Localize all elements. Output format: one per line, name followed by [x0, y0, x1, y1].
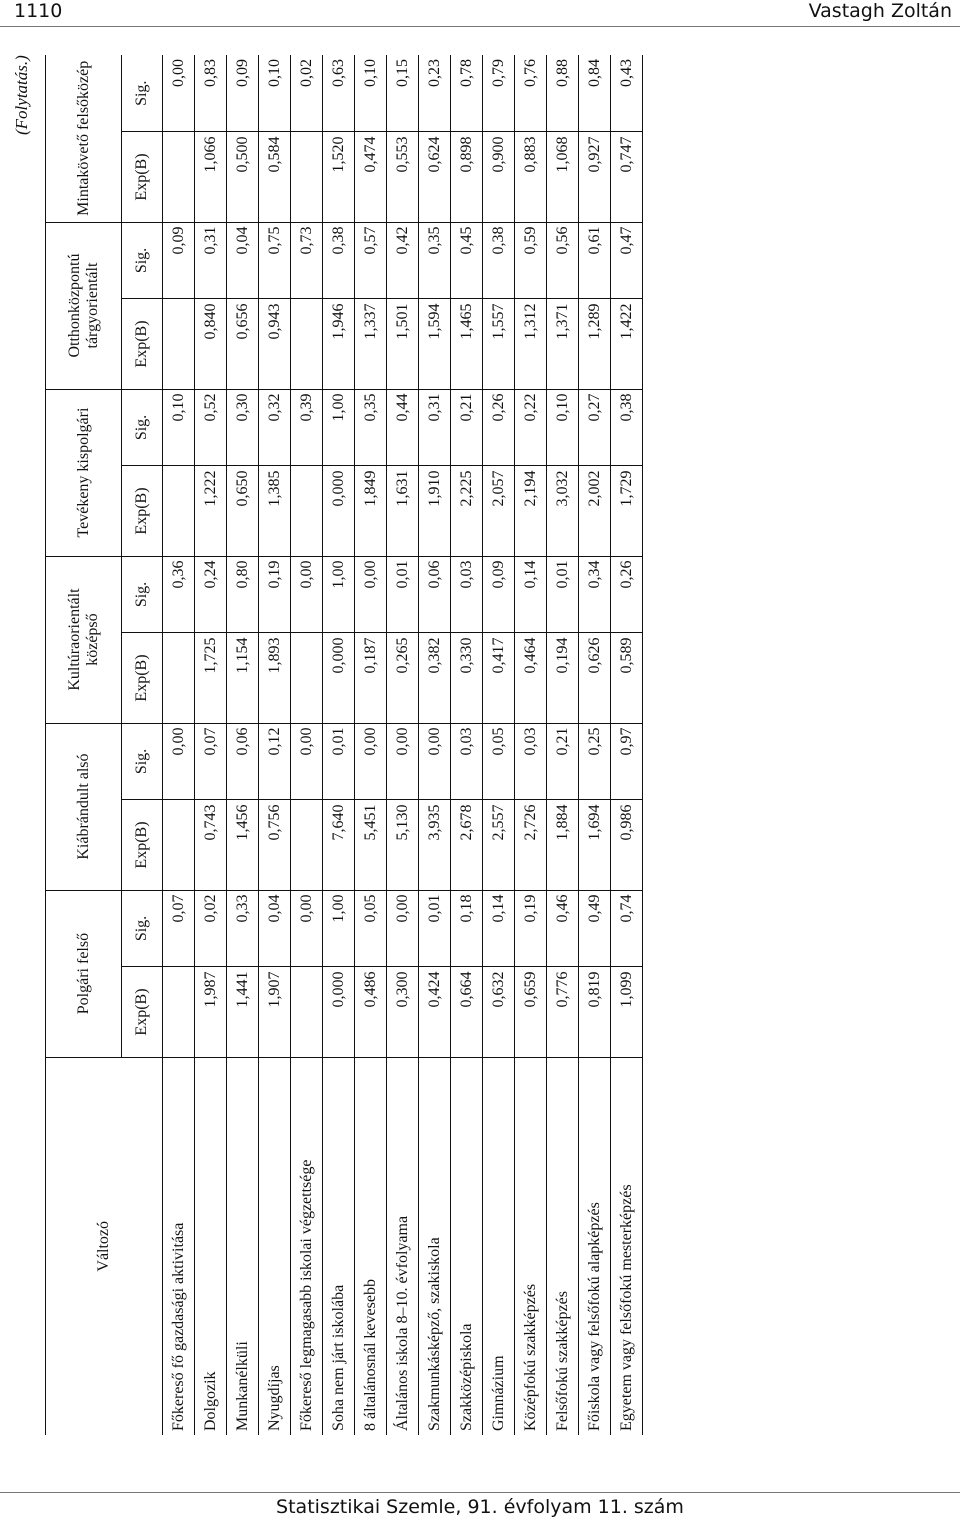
sig-cell: 0,83	[195, 55, 227, 132]
exp-b-cell: 1,907	[259, 967, 291, 1057]
exp-b-cell: 1,501	[387, 299, 419, 389]
sig-cell: 0,34	[579, 556, 611, 633]
exp-b-cell: 1,594	[419, 299, 451, 389]
sig-cell: 0,31	[195, 222, 227, 299]
exp-b-cell: 1,946	[323, 299, 355, 389]
table-row	[227, 55, 259, 1435]
exp-b-cell: 1,631	[387, 466, 419, 556]
exp-b-cell: 1,910	[419, 466, 451, 556]
exp-b-cell	[291, 299, 323, 389]
exp-b-cell: 1,289	[579, 299, 611, 389]
sig-cell: 0,78	[451, 55, 483, 132]
exp-b-cell: 0,474	[355, 132, 387, 222]
sig-cell: 0,36	[163, 556, 195, 633]
row-label: Főkereső fő gazdasági aktivitása	[163, 1057, 195, 1435]
exp-b-cell: 0,624	[419, 132, 451, 222]
row-label: Főiskola vagy felsőfokú alapképzés	[579, 1057, 611, 1435]
sig-cell: 0,32	[259, 389, 291, 466]
table-row	[451, 55, 483, 1435]
continued-note: (Folytatás.)	[12, 55, 31, 135]
sig-cell: 0,09	[227, 55, 259, 132]
sig-header: Sig.	[122, 55, 163, 132]
row-label: Munkanélküli	[227, 1057, 259, 1435]
sig-cell: 0,02	[291, 55, 323, 132]
sig-cell: 0,00	[387, 890, 419, 967]
group-header: Kiábrándult alsó	[46, 723, 122, 890]
sig-cell: 0,23	[419, 55, 451, 132]
table-row	[547, 55, 579, 1435]
exp-b-cell: 0,553	[387, 132, 419, 222]
table-row	[355, 55, 387, 1435]
exp-b-cell	[163, 466, 195, 556]
variable-header: Változó	[46, 1057, 163, 1435]
exp-b-cell: 5,451	[355, 800, 387, 890]
sig-cell: 0,19	[259, 556, 291, 633]
exp-b-cell: 0,417	[483, 633, 515, 723]
sig-cell: 0,00	[291, 556, 323, 633]
exp-b-cell: 1,066	[195, 132, 227, 222]
sig-cell: 0,24	[195, 556, 227, 633]
table-row	[483, 55, 515, 1435]
table-row	[323, 55, 355, 1435]
exp-b-cell: 1,312	[515, 299, 547, 389]
sig-cell: 0,14	[515, 556, 547, 633]
sig-cell: 0,26	[483, 389, 515, 466]
page-number: 1110	[14, 0, 63, 22]
journal-footer: Statisztikai Szemle, 91. évfolyam 11. szám	[276, 1496, 684, 1518]
sig-cell: 0,09	[163, 222, 195, 299]
sig-cell: 0,03	[515, 723, 547, 800]
sig-cell: 0,00	[387, 723, 419, 800]
sig-cell: 0,06	[227, 723, 259, 800]
exp-b-cell: 0,986	[611, 800, 643, 890]
exp-b-header: Exp(B)	[122, 633, 163, 723]
table-row	[611, 55, 643, 1435]
exp-b-cell: 1,987	[195, 967, 227, 1057]
exp-b-cell: 0,819	[579, 967, 611, 1057]
sig-cell: 0,10	[547, 389, 579, 466]
sig-cell: 0,21	[451, 389, 483, 466]
exp-b-cell	[291, 466, 323, 556]
group-header: Otthonközpontú tárgyorientált	[46, 222, 122, 389]
exp-b-cell: 0,187	[355, 633, 387, 723]
sig-cell: 0,03	[451, 723, 483, 800]
exp-b-cell: 1,520	[323, 132, 355, 222]
exp-b-cell: 0,265	[387, 633, 419, 723]
exp-b-cell: 1,337	[355, 299, 387, 389]
sig-cell: 0,35	[355, 389, 387, 466]
exp-b-cell: 0,300	[387, 967, 419, 1057]
exp-b-cell: 0,000	[323, 967, 355, 1057]
sig-cell: 0,88	[547, 55, 579, 132]
sig-cell: 0,79	[483, 55, 515, 132]
sig-cell: 0,97	[611, 723, 643, 800]
sig-cell: 0,27	[579, 389, 611, 466]
sig-cell: 0,42	[387, 222, 419, 299]
row-label: 8 általánosnál kevesebb	[355, 1057, 387, 1435]
sig-cell: 0,21	[547, 723, 579, 800]
exp-b-header: Exp(B)	[122, 800, 163, 890]
exp-b-cell: 0,664	[451, 967, 483, 1057]
table-row	[579, 55, 611, 1435]
table-row	[419, 55, 451, 1435]
sig-cell: 1,00	[323, 556, 355, 633]
sig-cell: 0,00	[163, 55, 195, 132]
exp-b-cell: 3,935	[419, 800, 451, 890]
sig-cell: 0,73	[291, 222, 323, 299]
exp-b-cell: 0,883	[515, 132, 547, 222]
sig-cell: 0,09	[483, 556, 515, 633]
sig-cell: 0,31	[419, 389, 451, 466]
exp-b-cell: 0,776	[547, 967, 579, 1057]
row-label: Általános iskola 8–10. évfolyama	[387, 1057, 419, 1435]
sig-cell: 1,00	[323, 890, 355, 967]
sig-cell: 0,14	[483, 890, 515, 967]
sig-cell: 0,52	[195, 389, 227, 466]
sig-cell: 0,38	[611, 389, 643, 466]
exp-b-cell: 0,589	[611, 633, 643, 723]
exp-b-cell: 2,002	[579, 466, 611, 556]
row-label: Soha nem járt iskolába	[323, 1057, 355, 1435]
sig-cell: 0,01	[387, 556, 419, 633]
row-label: Szakközépiskola	[451, 1057, 483, 1435]
exp-b-cell: 0,898	[451, 132, 483, 222]
sig-cell: 0,59	[515, 222, 547, 299]
exp-b-cell	[291, 633, 323, 723]
sig-cell: 0,22	[515, 389, 547, 466]
sig-cell: 0,33	[227, 890, 259, 967]
exp-b-cell: 0,486	[355, 967, 387, 1057]
exp-b-cell: 0,424	[419, 967, 451, 1057]
sig-cell: 0,05	[355, 890, 387, 967]
table-body	[163, 55, 643, 1435]
exp-b-header: Exp(B)	[122, 967, 163, 1057]
sig-cell: 0,03	[451, 556, 483, 633]
sig-cell: 0,56	[547, 222, 579, 299]
sig-cell: 0,00	[163, 723, 195, 800]
group-header: Polgári felső	[46, 890, 122, 1057]
sig-cell: 0,38	[483, 222, 515, 299]
row-label: Gimnázium	[483, 1057, 515, 1435]
sig-header: Sig.	[122, 723, 163, 800]
exp-b-cell: 2,225	[451, 466, 483, 556]
sig-cell: 0,02	[195, 890, 227, 967]
sig-cell: 0,05	[483, 723, 515, 800]
exp-b-cell: 1,694	[579, 800, 611, 890]
exp-b-cell	[291, 132, 323, 222]
row-label: Felsőfokú szakképzés	[547, 1057, 579, 1435]
sig-cell: 0,00	[291, 890, 323, 967]
table-row	[291, 55, 323, 1435]
exp-b-cell: 1,893	[259, 633, 291, 723]
exp-b-header: Exp(B)	[122, 299, 163, 389]
exp-b-cell: 3,032	[547, 466, 579, 556]
exp-b-cell: 1,371	[547, 299, 579, 389]
table-row	[259, 55, 291, 1435]
group-header: Kultúraorientált középső	[46, 556, 122, 723]
group-header: Tevékeny kispolgári	[46, 389, 122, 556]
exp-b-cell: 1,422	[611, 299, 643, 389]
sig-cell: 0,01	[323, 723, 355, 800]
exp-b-cell: 5,130	[387, 800, 419, 890]
sig-cell: 0,10	[355, 55, 387, 132]
sig-cell: 0,00	[291, 723, 323, 800]
exp-b-cell: 1,729	[611, 466, 643, 556]
exp-b-cell: 0,626	[579, 633, 611, 723]
sig-cell: 0,19	[515, 890, 547, 967]
exp-b-cell: 1,222	[195, 466, 227, 556]
exp-b-cell	[291, 967, 323, 1057]
exp-b-cell: 0,927	[579, 132, 611, 222]
sig-header: Sig.	[122, 556, 163, 633]
sig-cell: 0,12	[259, 723, 291, 800]
exp-b-cell: 0,900	[483, 132, 515, 222]
exp-b-cell: 1,884	[547, 800, 579, 890]
exp-b-cell: 0,330	[451, 633, 483, 723]
exp-b-cell: 2,194	[515, 466, 547, 556]
group-header: Mintakövető felsőközép	[46, 55, 122, 222]
sig-cell: 1,00	[323, 389, 355, 466]
exp-b-cell	[163, 132, 195, 222]
exp-b-cell: 1,456	[227, 800, 259, 890]
sig-cell: 0,10	[163, 389, 195, 466]
regression-table	[45, 55, 643, 1435]
sig-header: Sig.	[122, 890, 163, 967]
sig-cell: 0,39	[291, 389, 323, 466]
exp-b-cell: 1,068	[547, 132, 579, 222]
sig-cell: 0,80	[227, 556, 259, 633]
exp-b-cell: 0,659	[515, 967, 547, 1057]
sig-cell: 0,43	[611, 55, 643, 132]
sig-cell: 0,01	[547, 556, 579, 633]
sig-cell: 0,35	[419, 222, 451, 299]
sig-cell: 0,57	[355, 222, 387, 299]
exp-b-cell: 2,557	[483, 800, 515, 890]
exp-b-cell: 1,441	[227, 967, 259, 1057]
exp-b-cell: 7,640	[323, 800, 355, 890]
sig-cell: 0,00	[419, 723, 451, 800]
sig-cell: 0,07	[195, 723, 227, 800]
exp-b-cell: 0,650	[227, 466, 259, 556]
sig-cell: 0,00	[355, 723, 387, 800]
exp-b-cell	[291, 800, 323, 890]
sig-cell: 0,15	[387, 55, 419, 132]
exp-b-cell: 0,382	[419, 633, 451, 723]
exp-b-cell: 1,465	[451, 299, 483, 389]
table-row	[163, 55, 195, 1435]
table-row	[387, 55, 419, 1435]
sig-cell: 0,63	[323, 55, 355, 132]
exp-b-cell: 1,725	[195, 633, 227, 723]
row-label: Egyetem vagy felsőfokú mesterképzés	[611, 1057, 643, 1435]
exp-b-cell: 0,840	[195, 299, 227, 389]
row-label: Dolgozik	[195, 1057, 227, 1435]
exp-b-cell: 1,154	[227, 633, 259, 723]
sig-header: Sig.	[122, 389, 163, 466]
sig-cell: 0,04	[227, 222, 259, 299]
sig-cell: 0,38	[323, 222, 355, 299]
sig-cell: 0,30	[227, 389, 259, 466]
exp-b-cell: 0,743	[195, 800, 227, 890]
exp-b-cell: 0,747	[611, 132, 643, 222]
exp-b-cell: 0,632	[483, 967, 515, 1057]
row-label: Szakmunkásképző, szakiskola	[419, 1057, 451, 1435]
sig-cell: 0,75	[259, 222, 291, 299]
sig-cell: 0,47	[611, 222, 643, 299]
sig-cell: 0,00	[355, 556, 387, 633]
table-row	[195, 55, 227, 1435]
exp-b-cell	[163, 299, 195, 389]
exp-b-cell: 0,464	[515, 633, 547, 723]
exp-b-cell: 0,000	[323, 633, 355, 723]
exp-b-cell	[163, 967, 195, 1057]
sig-cell: 0,45	[451, 222, 483, 299]
exp-b-cell: 1,385	[259, 466, 291, 556]
sig-cell: 0,04	[259, 890, 291, 967]
group-header-row	[46, 55, 122, 1435]
sig-cell: 0,07	[163, 890, 195, 967]
sig-cell: 0,18	[451, 890, 483, 967]
sig-cell: 0,84	[579, 55, 611, 132]
exp-b-cell: 1,849	[355, 466, 387, 556]
sig-cell: 0,46	[547, 890, 579, 967]
exp-b-cell	[163, 633, 195, 723]
exp-b-cell	[163, 800, 195, 890]
running-head-author: Vastagh Zoltán	[808, 0, 952, 22]
row-label: Főkereső legmagasabb iskolai végzettsége	[291, 1057, 323, 1435]
row-label: Nyugdíjas	[259, 1057, 291, 1435]
exp-b-cell: 2,726	[515, 800, 547, 890]
exp-b-cell: 2,678	[451, 800, 483, 890]
row-label: Középfokú szakképzés	[515, 1057, 547, 1435]
sig-header: Sig.	[122, 222, 163, 299]
exp-b-cell: 0,584	[259, 132, 291, 222]
exp-b-cell: 0,943	[259, 299, 291, 389]
sig-cell: 0,06	[419, 556, 451, 633]
exp-b-cell: 0,756	[259, 800, 291, 890]
exp-b-cell: 0,500	[227, 132, 259, 222]
sig-cell: 0,44	[387, 389, 419, 466]
exp-b-cell: 0,656	[227, 299, 259, 389]
sig-cell: 0,25	[579, 723, 611, 800]
table-row	[515, 55, 547, 1435]
exp-b-cell: 1,099	[611, 967, 643, 1057]
exp-b-cell: 0,194	[547, 633, 579, 723]
sig-cell: 0,74	[611, 890, 643, 967]
exp-b-cell: 0,000	[323, 466, 355, 556]
exp-b-header: Exp(B)	[122, 132, 163, 222]
sig-cell: 0,10	[259, 55, 291, 132]
exp-b-header: Exp(B)	[122, 466, 163, 556]
sig-cell: 0,61	[579, 222, 611, 299]
sig-cell: 0,49	[579, 890, 611, 967]
sig-cell: 0,26	[611, 556, 643, 633]
sig-cell: 0,76	[515, 55, 547, 132]
sig-cell: 0,01	[419, 890, 451, 967]
exp-b-cell: 2,057	[483, 466, 515, 556]
exp-b-cell: 1,557	[483, 299, 515, 389]
footer-rule	[0, 1492, 960, 1493]
